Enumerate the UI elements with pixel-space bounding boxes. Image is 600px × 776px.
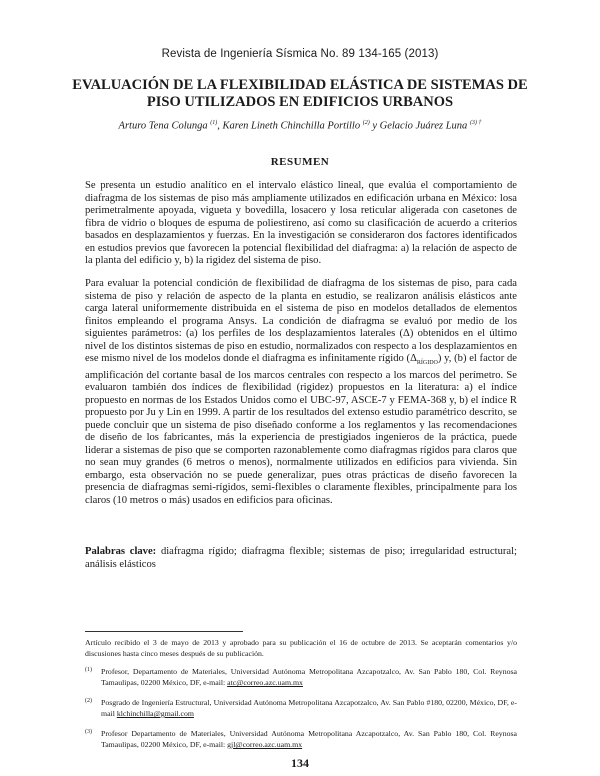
article-title: EVALUACIÓN DE LA FLEXIBILIDAD ELÁSTICA DE SISTEMAS DE PISO UTILIZADOS EN EDIFICIOS URBANOS bbox=[72, 77, 528, 110]
author-separator: , bbox=[217, 120, 223, 132]
footnote-3-affiliation: Profesor Departamento de Materiales, Universidad Autónoma Metropolitana Azcapotzalco, Av. San Pablo 180, Col. Reynosa Tamaulipas, 02200 México, DF, e-mail: bbox=[101, 729, 517, 749]
abstract-paragraph-1: Se presenta un estudio analítico en el intervalo elástico lineal, que evalúa el comportamiento de diafragma de los sistemas de piso más ampliamente utilizados en edificación urbana en México: losa perimetralmente apoyada, vigueta y bovedilla, losacero y losa reticular aligerada con casetones de fibra de vidrio o bloques de espuma de poliestireno, así como su clasificación de acuerdo a criterios basados en desplazamientos y fuerzas. En la investigación se consideraron dos factores identificados en estudios previos que favorecen la potencial flexibilidad del diafragma: a) la relación de aspecto de la planta del edificio y, b) la rigidez del sistema de piso. bbox=[85, 180, 517, 266]
footnote-3 bbox=[85, 728, 517, 750]
journal-header: Revista de Ingeniería Sísmica No. 89 134-165 (2013) bbox=[161, 48, 439, 60]
author-2: Karen Lineth Chinchilla Portillo bbox=[222, 120, 361, 132]
keywords-list: diafragma rígido; diafragma flexible; sistemas de piso; irregularidad estructural; análisis elásticos bbox=[85, 546, 517, 570]
keywords bbox=[85, 546, 517, 571]
footnote-3-mark: (3) bbox=[85, 729, 92, 735]
abstract-paragraph-2-part-a: Para evaluar la potencial condición de flexibilidad de diafragma de los sistemas de piso, para cada sistema de piso y relación de aspecto de la planta en estudio, se realizaron análisis elásticos ante carga lateral uniformemente distribuida en el sistema de piso en modelos detallados de elementos finitos empleando el programa Ansys. La condición de diafragma se evaluó por medio de los siguientes parámetros: (a) los perfiles de los desplazamientos laterales (Δ) obtenidos en el último nivel de los distintos sistemas de piso en estudio, normalizados con respecto a los desplazamientos en ese mismo nivel de los modelos donde el diafragma es infinitamente rígido (Δ bbox=[85, 278, 517, 364]
delta-subscript: RÍGIDO bbox=[416, 360, 438, 367]
footnote-2 bbox=[85, 697, 517, 719]
footnote-1-email-link[interactable]: atc@correo.azc.uam.mx bbox=[227, 678, 303, 687]
abstract-heading: RESUMEN bbox=[270, 156, 330, 168]
author-1-affiliation: (1) bbox=[210, 120, 218, 126]
keywords-label: Palabras clave: bbox=[85, 546, 157, 557]
footnote-2-email-link[interactable]: klchinchilla@gmail.com bbox=[116, 709, 194, 718]
abstract-paragraph-2 bbox=[85, 278, 517, 507]
footnote-1 bbox=[85, 666, 517, 688]
received-note: Artículo recibido el 3 de mayo de 2013 y aprobado para su publicación el 16 de octubre de 2013. Se aceptarán comentarios y/o discusiones hasta cinco meses después de su publicación. bbox=[85, 638, 517, 658]
footnote-2-text bbox=[101, 697, 517, 719]
footnote-1-mark: (1) bbox=[85, 667, 92, 673]
footnote-divider bbox=[85, 631, 243, 632]
footnote-2-mark: (2) bbox=[85, 698, 92, 704]
author-1: Arturo Tena Colunga bbox=[118, 120, 208, 132]
author-separator: y bbox=[369, 120, 380, 132]
footnote-3-text bbox=[101, 728, 517, 750]
author-list bbox=[60, 120, 540, 132]
footnote-3-email-link[interactable]: gjl@correo.azc.uam.mx bbox=[227, 740, 303, 749]
footnote-1-affiliation: Profesor, Departamento de Materiales, Universidad Autónoma Metropolitana Azcapotzalco, Av. San Pablo 180, Col. Reynosa Tamaulipas, 02200 México, DF, e-mail: bbox=[101, 667, 517, 687]
author-3: Gelacio Juárez Luna bbox=[379, 120, 468, 132]
footnote-2-affiliation: Posgrado de Ingeniería Estructural, Universidad Autónoma Metropolitana Azcapotzalco, Av. San Pablo #180, 02200, México, DF, e-mail bbox=[101, 698, 517, 718]
author-3-affiliation: (3) † bbox=[469, 120, 482, 126]
abstract-paragraph-2-part-b: ) y, (b) el factor de amplificación del cortante basal de los marcos centrales con respecto a los marcos del perímetro. Se evaluaron también dos índices de flexibilidad (rigidez) propuestos en la literatura: a) el índice propuesto en normas de los Estados Unidos como el UBC-97, ASCE-7 y FEMA-368 y, b) el índice R propuesto por Ju y Lin en 1999. A partir de los resultados del extenso estudio paramétrico descrito, se puede concluir que un sistema de piso diseñado conforme a los reglamentos y las recomendaciones de diseño de los fabricantes, más la experiencia de prestigiados ingenieros de la práctica, puede liderar a sistemas de piso que se comporten razonablemente como diafragmas rígidos para claros que no sean muy grandes (6 metros o menos), normalmente utilizados en edificios para vivienda. Sin embargo, esta observación no se puede generalizar, pues otras prácticas de diseño favorecen la presencia de diafragmas semi-rígidos, semi-flexibles o claramente flexibles, principalmente para los claros (10 metros o más) usados en edificios para oficinas. bbox=[85, 353, 517, 506]
footnote-1-text bbox=[101, 666, 517, 688]
page-number: 134 bbox=[291, 756, 309, 770]
author-2-affiliation: (2) bbox=[362, 120, 370, 126]
